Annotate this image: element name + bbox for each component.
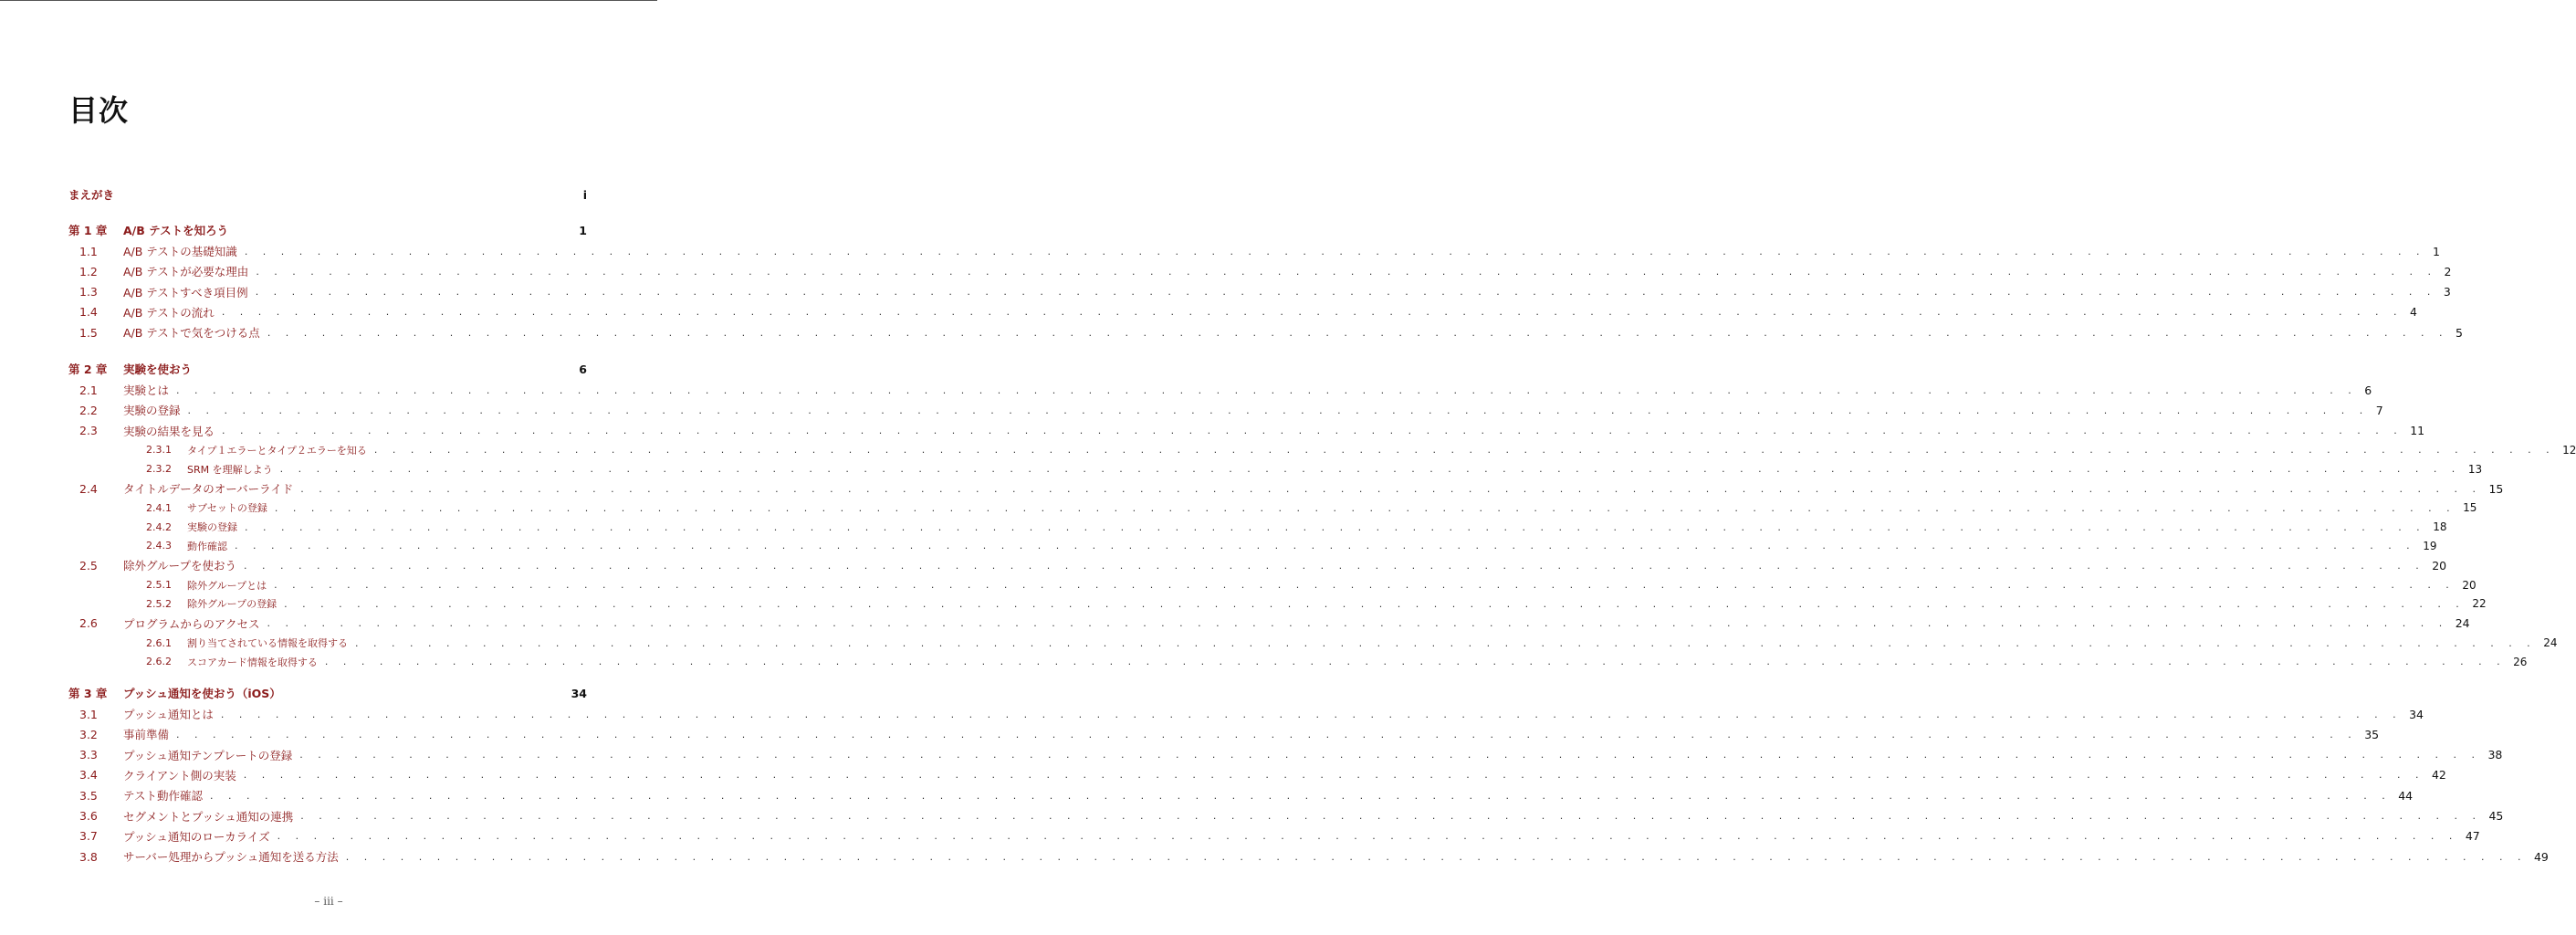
entry-number: 3.1 xyxy=(79,707,98,721)
toc-section-row[interactable] xyxy=(68,765,2446,785)
entry-title: テスト動作確認 xyxy=(123,789,204,804)
dot-leader: . . . . . . . . . . . . . . . . . . . . . . . . . . . . . . . . . . . . . . . . . . . . . . . . . . . . . . . . . . . . . . . . . . . . . . . . . . . . . . . . . . . . . . . . . . . . . . . . . . . . . . . . . . . . . . . . . . . . . . . . xyxy=(210,789,2392,802)
entry-number: 1.5 xyxy=(79,325,98,340)
entry-title: 事前準備 xyxy=(123,728,170,742)
dot-leader: . . . . . . . . . . . . . . . . . . . . . . . . . . . . . . . . . . . . . . . . . . . . . . . . . . . . . . . . . . . . . . . . . . . . . . . . . . . . . . . . . . . . . . . . . . . . . . . . . . . . . . . . . . . . . . . . . . . . . . . . xyxy=(176,383,2358,396)
entry-page: 24 xyxy=(2455,616,2470,631)
entry-page: i xyxy=(582,187,587,202)
entry-number: 1.1 xyxy=(79,244,98,258)
entry-number: 3.3 xyxy=(79,748,98,762)
dot-leader: . . . . . . . . . . . . . . . . . . . . . . . . . . . . . . . . . . . . . . . . . . . . . . . . . . . . . . . . . . . . . . . . . . . . . . . . . . . . . . . . . . . . . . . . . . . . . . . . . . . . . . . . . . . . . . . . . . . . . . . . xyxy=(299,749,2481,762)
toc-preface-row[interactable] xyxy=(68,184,587,205)
entry-title: サーバー処理からプッシュ通知を送る方法 xyxy=(123,850,339,865)
dot-leader: . . . . . . . . . . . . . . . . . . . . . . . . . . . . . . . . . . . . . . . . . . . . . . . . . . . . . . . . . . . . . . . . . . . . . . . . . . . . . . . . . . . . . . . . . . . . . . . . . . . . . . . . . . . . . . . . . . . . . . . . xyxy=(244,559,2425,572)
entry-number: 第 2 章 xyxy=(68,362,108,376)
entry-title: プログラムからのアクセス xyxy=(123,616,260,631)
entry-number: 2.1 xyxy=(79,383,98,397)
dot-leader: . . . . . . . . . . . . . . . . . . . . . . . . . . . . . . . . . . . . . . . . . . . . . . . . . . . . . . . . . . . . . . . . . . . . . . . . . . . . . . . . . . . . . . . . . . . . . . . . . . . . . . . . . . . . . . . . . . . . . . . . xyxy=(267,617,2448,630)
entry-title: プッシュ通知のローカライズ xyxy=(123,829,270,844)
dot-leader: . . . . . . . . . . . . . . . . . . . . . . . . . . . . . . . . . . . . . . . . . . . . . . . . . . . . . . . . . . . . . . . . . . . . . . . . . . . . . . . . . . . . . . . . . . . . . . . . . . . . . . . . . . . . . . . . . . . . . . . . xyxy=(279,463,2461,475)
entry-title: 実験の結果を見る xyxy=(123,424,215,438)
entry-page: 2 xyxy=(2444,264,2452,278)
entry-page: 1 xyxy=(579,223,587,237)
entry-page: 20 xyxy=(2462,578,2477,592)
page-number: – iii – xyxy=(314,895,343,908)
dot-leader: . . . . . . . . . . . . . . . . . . . . . . . . . . . . . . . . . . . . . . . . . . . . . . . . . . . . . . . . . . . . . . . . . . . . . . . . . . . . . . . . . . . . . . . . . . . . . . . . . . . . . . . . . . . . . . . . . . . . . . . . xyxy=(222,425,2403,437)
entry-page: 45 xyxy=(2488,809,2504,823)
toc-section-row[interactable] xyxy=(68,400,2383,420)
entry-page: 47 xyxy=(2465,829,2480,844)
toc-section-row[interactable] xyxy=(68,322,2463,342)
entry-number: 3.2 xyxy=(79,727,98,741)
dot-leader: . . . . . . . . . . . . . . . . . . . . . . . . . . . . . . . . . . . . . . . . . . . . . . . . . . . . . . . . . . . . . . . . . . . . . . . . . . . . . . . . . . . . . . . . . . . . . . . . . . . . . . . . . . . . . . . . . . . . . . . . xyxy=(267,326,2448,339)
dot-leader: . . . . . . . . . . . . . . . . . . . . . . . . . . . . . . . . . . . . . . . . . . . . . . . . . . . . . . . . . . . . . . . . . . . . . . . . . . . . . . . . . . . . . . . . . . . . . . . . . . . . . . . . . . . . . . . . . . . . . . . . xyxy=(274,579,2456,591)
dot-leader: . . . . . . . . . . . . . . . . . . . . . . . . . . . . . . . . . . . . . . . . . . . . . . . . . . . . . . . . . . . . . . . . . . . . . . . . . . . . . . . . . . . . . . . . . . . . . . . . . . . . . . . . . . . . . . . . . . . . . . . . xyxy=(245,520,2426,533)
entry-title: 除外グループの登録 xyxy=(187,598,277,611)
toc-section-row[interactable] xyxy=(68,241,2440,261)
entry-page: 34 xyxy=(571,686,587,700)
entry-title: まえがき xyxy=(68,188,115,202)
entry-page: 6 xyxy=(2364,383,2372,397)
dot-leader: . . . . . . . . . . . . . . . . . . . . . . . . . . . . . . . . . . . . . . . . . . . . . . . . . . . . . . . . . . . . . . . . . . . . . . . . . . . . . . . . . . . . . . . . . . . . . . . . . . . . . . . . . . . . . . . . . . . . . . . . xyxy=(255,286,2436,299)
toc-subsection-row[interactable] xyxy=(68,440,2576,460)
toc-subsection-row[interactable] xyxy=(68,575,2477,595)
entry-number: 1.3 xyxy=(79,285,98,299)
entry-title: 実験とは xyxy=(123,383,170,397)
entry-title: 除外グループとは xyxy=(187,579,267,592)
dot-leader: . . . . . . . . . . . . . . . . . . . . . . . . . . . . . . . . . . . . . . . . . . . . . . . . . . . . . . . . . . . . . . . . . . . . . . . . . . . . . . . . . . . . . . . . . . . . . . . . . . . . . . . . . . . . . . . . . . . . . . . . xyxy=(373,444,2556,457)
dot-leader: . . . . . . . . . . . . . . . . . . . . . . . . . . . . . . . . . . . . . . . . . . . . . . . . . . . . . . . . . . . . . . . . . . . . . . . . . . . . . . . . . . . . . . . . . . . . . . . . . . . . . . . . . . . . . . . . . . . . . . . . xyxy=(176,728,2358,741)
entry-number: 2.3 xyxy=(79,424,98,438)
entry-page: 12 xyxy=(2562,443,2576,457)
entry-number: 2.5.1 xyxy=(146,579,172,591)
toc-chapter-row[interactable] xyxy=(68,683,587,703)
entry-title: スコアカード情報を取得する xyxy=(187,656,318,668)
entry-number: 2.6.2 xyxy=(146,656,172,668)
toc-subsection-row[interactable] xyxy=(68,517,2447,537)
toc-chapter-row[interactable] xyxy=(68,220,587,240)
top-rule xyxy=(0,0,657,1)
toc-section-row[interactable] xyxy=(68,806,2504,826)
toc-section-row[interactable] xyxy=(68,846,2549,867)
entry-title: プッシュ通知を使おう（iOS） xyxy=(123,687,281,700)
dot-leader: . . . . . . . . . . . . . . . . . . . . . . . . . . . . . . . . . . . . . . . . . . . . . . . . . . . . . . . . . . . . . . . . . . . . . . . . . . . . . . . . . . . . . . . . . . . . . . . . . . . . . . . . . . . . . . . . . . . . . . . . xyxy=(277,830,2458,843)
toc-subsection-row[interactable] xyxy=(68,594,2487,614)
entry-page: 4 xyxy=(2410,305,2417,320)
entry-number: 2.6.1 xyxy=(146,636,172,649)
toc-section-row[interactable] xyxy=(68,724,2380,744)
entry-page: 15 xyxy=(2488,481,2504,496)
entry-page: 1 xyxy=(2433,244,2440,258)
entry-page: 5 xyxy=(2456,325,2463,340)
entry-title: A/B テストで気をつける点 xyxy=(123,326,260,341)
toc-section-row[interactable] xyxy=(68,478,2504,499)
dot-leader: . . . . . . . . . . . . . . . . . . . . . . . . . . . . . . . . . . . . . . . . . . . . . . . . . . . . . . . . . . . . . . . . . . . . . . . . . . . . . . . . . . . . . . . . . . . . . . . . . . . . . . . . . . . . . . . . . . . . . . . . xyxy=(243,769,2424,782)
entry-page: 35 xyxy=(2364,727,2380,741)
entry-page: 15 xyxy=(2463,501,2477,515)
entry-title: A/B テストの流れ xyxy=(123,305,215,320)
dot-leader: . . . . . . . . . . . . . . . . . . . . . . . . . . . . . . . . . . . . . . . . . . . . . . . . . . . . . . . . . . . . . . . . . . . . . . . . . . . . . . . . . . . . . . . . . . . . . . . . . . . . . . . . . . . . . . . . . . . . . . . . xyxy=(235,540,2416,552)
toc-section-row[interactable] xyxy=(68,826,2480,846)
entry-number: 2.4 xyxy=(79,481,98,496)
dot-leader: . . . . . . . . . . . . . . . . . . . . . . . . . . . . . . . . . . . . . . . . . . . . . . . . . . . . . . . . . . . . . . . . . . . . . . . . . . . . . . . . . . . . . . . . . . . . . . . . . . . . . . . . . . . . . . . . . . . . . . . . xyxy=(221,306,2403,319)
entry-title: A/B テストが必要な理由 xyxy=(123,265,249,279)
toc-subsection-row[interactable] xyxy=(68,633,2558,653)
toc-chapter-row[interactable] xyxy=(68,359,587,379)
entry-number: 3.6 xyxy=(79,809,98,823)
dot-leader: . . . . . . . . . . . . . . . . . . . . . . . . . . . . . . . . . . . . . . . . . . . . . . . . . . . . . . . . . . . . . . . . . . . . . . . . . . . . . . . . . . . . . . . . . . . . . . . . . . . . . . . . . . . . . . . . . . . . . . . . xyxy=(187,404,2369,416)
entry-page: 22 xyxy=(2472,597,2487,611)
entry-page: 6 xyxy=(579,362,587,376)
toc-section-row[interactable] xyxy=(68,555,2447,575)
toc-section-row[interactable] xyxy=(68,421,2425,441)
entry-number: 3.8 xyxy=(79,849,98,864)
entry-title: タイトルデータのオーバーライド xyxy=(123,482,294,497)
dot-leader: . . . . . . . . . . . . . . . . . . . . . . . . . . . . . . . . . . . . . . . . . . . . . . . . . . . . . . . . . . . . . . . . . . . . . . . . . . . . . . . . . . . . . . . . . . . . . . . . . . . . . . . . . . . . . . . . . . . . . . . . xyxy=(274,501,2456,514)
entry-number: 2.4.1 xyxy=(146,501,172,514)
entry-title: A/B テストを知ろう xyxy=(123,224,229,237)
dot-leader: . . . . . . . . . . . . . . . . . . . . . . . . . . . . . . . . . . . . . . . . . . . . . . . . . . . . . . . . . . . . . . . . . . . . . . . . . . . . . . . . . . . . . . . . . . . . . . . . . . . . . . . . . . . . . . . . . . . . . . . . xyxy=(300,482,2482,495)
entry-title: 実験を使おう xyxy=(123,362,193,376)
entry-page: 38 xyxy=(2487,748,2503,762)
entry-number: 第 3 章 xyxy=(68,687,108,700)
entry-number: 第 1 章 xyxy=(68,224,108,237)
entry-page: 42 xyxy=(2431,768,2446,783)
entry-number: 1.2 xyxy=(79,264,98,278)
toc-subsection-row[interactable] xyxy=(68,536,2437,556)
toc-section-row[interactable] xyxy=(68,614,2470,634)
toc-section-row[interactable] xyxy=(68,261,2452,281)
entry-title: SRM を理解しよう xyxy=(187,463,273,476)
entry-number: 1.4 xyxy=(79,305,98,320)
entry-number: 3.5 xyxy=(79,788,98,803)
entry-number: 2.3.1 xyxy=(146,444,172,457)
entry-title: タイプ１エラーとタイプ２エラーを知る xyxy=(187,444,367,457)
entry-title: 実験の登録 xyxy=(123,404,181,418)
entry-title: 割り当てされている情報を取得する xyxy=(187,637,348,649)
entry-title: A/B テストすべき項目例 xyxy=(123,285,248,299)
entry-page: 7 xyxy=(2375,403,2383,417)
dot-leader: . . . . . . . . . . . . . . . . . . . . . . . . . . . . . . . . . . . . . . . . . . . . . . . . . . . . . . . . . . . . . . . . . . . . . . . . . . . . . . . . . . . . . . . . . . . . . . . . . . . . . . . . . . . . . . . . . . . . . . . . xyxy=(355,636,2537,649)
dot-leader: . . . . . . . . . . . . . . . . . . . . . . . . . . . . . . . . . . . . . . . . . . . . . . . . . . . . . . . . . . . . . . . . . . . . . . . . . . . . . . . . . . . . . . . . . . . . . . . . . . . . . . . . . . . . . . . . . . . . . . . . xyxy=(284,597,2466,610)
entry-title: 実験の登録 xyxy=(187,521,237,533)
toc-section-row[interactable] xyxy=(68,704,2424,724)
entry-page: 19 xyxy=(2423,539,2437,552)
entry-number: 2.4.2 xyxy=(146,520,172,533)
dot-leader: . . . . . . . . . . . . . . . . . . . . . . . . . . . . . . . . . . . . . . . . . . . . . . . . . . . . . . . . . . . . . . . . . . . . . . . . . . . . . . . . . . . . . . . . . . . . . . . . . . . . . . . . . . . . . . . . . . . . . . . . xyxy=(220,708,2403,720)
dot-leader: . . . . . . . . . . . . . . . . . . . . . . . . . . . . . . . . . . . . . . . . . . . . . . . . . . . . . . . . . . . . . . . . . . . . . . . . . . . . . . . . . . . . . . . . . . . . . . . . . . . . . . . . . . . . . . . . . . . . . . . . xyxy=(300,810,2482,822)
entry-page: 3 xyxy=(2443,285,2451,299)
entry-page: 24 xyxy=(2543,636,2558,649)
entry-title: セグメントとプッシュ通知の連携 xyxy=(123,809,294,824)
page-title: 目次 xyxy=(68,93,130,128)
toc-section-row[interactable] xyxy=(68,745,2503,765)
entry-page: 20 xyxy=(2432,558,2447,573)
toc-subsection-row[interactable] xyxy=(68,498,2477,518)
entry-title: プッシュ通知とは xyxy=(123,708,214,721)
entry-page: 44 xyxy=(2398,788,2414,803)
entry-number: 2.5 xyxy=(79,558,98,573)
entry-page: 13 xyxy=(2467,462,2483,476)
dot-leader: . . . . . . . . . . . . . . . . . . . . . . . . . . . . . . . . . . . . . . . . . . . . . . . . . . . . . . . . . . . . . . . . . . . . . . . . . . . . . . . . . . . . . . . . . . . . . . . . . . . . . . . . . . . . . . . . . . . . . . . . xyxy=(256,265,2437,278)
entry-page: 11 xyxy=(2410,424,2425,438)
entry-title: プッシュ通知テンプレートの登録 xyxy=(123,748,293,762)
entry-title: 動作確認 xyxy=(187,540,227,552)
entry-page: 34 xyxy=(2409,707,2424,721)
entry-number: 2.5.2 xyxy=(146,597,172,610)
entry-number: 3.4 xyxy=(79,768,98,783)
toc-section-row[interactable] xyxy=(68,380,2372,400)
entry-title: サブセットの登録 xyxy=(187,502,267,515)
toc-subsection-row[interactable] xyxy=(68,459,2483,479)
entry-number: 3.7 xyxy=(79,829,98,844)
entry-number: 2.3.2 xyxy=(146,463,172,475)
entry-title: A/B テストの基礎知識 xyxy=(123,245,237,258)
entry-number: 2.6 xyxy=(79,616,98,631)
toc-section-row[interactable] xyxy=(68,302,2417,322)
dot-leader: . . . . . . . . . . . . . . . . . . . . . . . . . . . . . . . . . . . . . . . . . . . . . . . . . . . . . . . . . . . . . . . . . . . . . . . . . . . . . . . . . . . . . . . . . . . . . . . . . . . . . . . . . . . . . . . . . . . . . . . . xyxy=(244,245,2425,257)
toc-section-row[interactable] xyxy=(68,282,2451,302)
entry-title: クライアント側の実装 xyxy=(123,768,236,783)
entry-page: 26 xyxy=(2513,655,2528,668)
entry-number: 2.2 xyxy=(79,403,98,417)
toc-subsection-row[interactable] xyxy=(68,652,2528,672)
entry-page: 18 xyxy=(2433,520,2447,533)
entry-number: 2.4.3 xyxy=(146,540,172,552)
entry-page: 49 xyxy=(2533,849,2549,864)
dot-leader: . . . . . . . . . . . . . . . . . . . . . . . . . . . . . . . . . . . . . . . . . . . . . . . . . . . . . . . . . . . . . . . . . . . . . . . . . . . . . . . . . . . . . . . . . . . . . . . . . . . . . . . . . . . . . . . . . . . . . . . . xyxy=(324,656,2507,668)
toc-section-row[interactable] xyxy=(68,785,2414,805)
dot-leader: . . . . . . . . . . . . . . . . . . . . . . . . . . . . . . . . . . . . . . . . . . . . . . . . . . . . . . . . . . . . . . . . . . . . . . . . . . . . . . . . . . . . . . . . . . . . . . . . . . . . . . . . . . . . . . . . . . . . . . . . xyxy=(345,850,2527,863)
entry-title: 除外グループを使おう xyxy=(123,559,237,573)
